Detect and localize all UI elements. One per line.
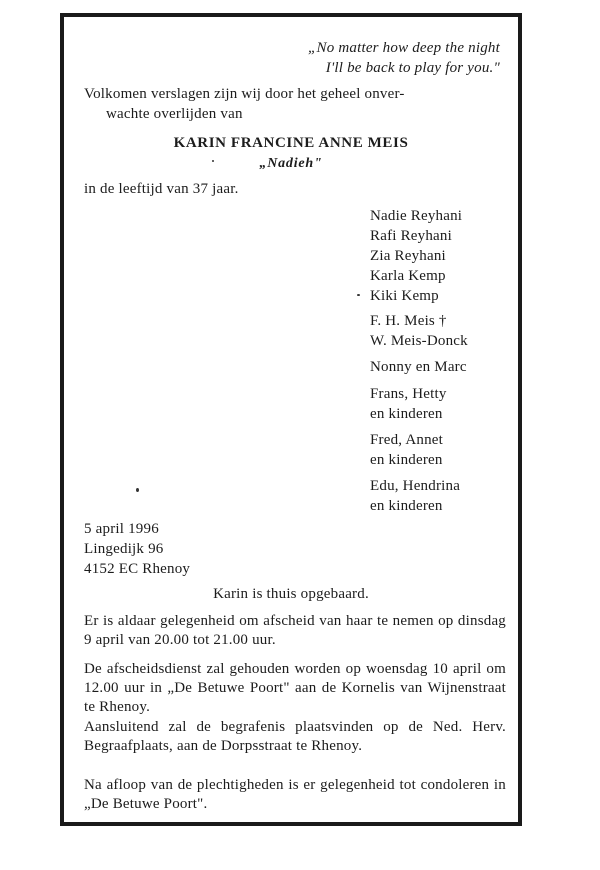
condolence-paragraph: Na afloop van de plechtigheden is er gelegenheid tot condoleren in „De Betuwe Poort". (84, 777, 506, 812)
deceased-name: KARIN FRANCINE ANNE MEIS (173, 135, 409, 151)
family-member: Zia Reyhani (370, 248, 446, 264)
lying-in-state: Karin is thuis opgebaard. (213, 586, 369, 602)
visitation-paragraph: Er is aldaar gelegenheid om afscheid van haar te nemen op dinsdag 9 april van 20.00 tot 21.00 uur. (84, 613, 506, 648)
family-member: Karla Kemp (370, 268, 446, 284)
family-member: Frans, Hetty (370, 386, 447, 402)
family-member: Nadie Reyhani (370, 208, 463, 224)
family-member: Edu, Hendrina (370, 478, 461, 494)
print-speck (357, 294, 360, 296)
deceased-nickname: „Nadieh" (259, 156, 323, 171)
family-member: en kinderen (370, 406, 443, 422)
family-member: Kiki Kemp (370, 288, 439, 304)
address-city: 4152 EC Rhenoy (84, 561, 191, 577)
age-line: in de leeftijd van 37 jaar. (84, 181, 239, 197)
family-member: en kinderen (370, 498, 443, 514)
service-paragraph: De afscheidsdienst zal gehouden worden op woensdag 10 april om 12.00 uur in „De Betuwe Poort" aan de Kornelis van Wijnenstraat te Rhenoy. (84, 661, 506, 715)
quote-line-1: „No matter how deep the night (307, 40, 500, 56)
funeral-card (60, 13, 522, 826)
burial-paragraph: Aansluitend zal de begrafenis plaatsvinden op de Ned. Herv. Begraafplaats, aan de Dorpsstraat te Rhenoy. (84, 719, 506, 754)
family-member: en kinderen (370, 452, 443, 468)
intro-line-1: Volkomen verslagen zijn wij door het geheel onver- (84, 86, 405, 102)
print-speck (212, 160, 214, 162)
family-member: Rafi Reyhani (370, 228, 452, 244)
intro-line-2: wachte overlijden van (106, 106, 243, 122)
print-speck (136, 488, 139, 492)
family-member: F. H. Meis † (370, 313, 447, 329)
family-member: Fred, Annet (370, 432, 444, 448)
address-date: 5 april 1996 (84, 521, 159, 537)
quote-line-2: I'll be back to play for you." (325, 60, 500, 76)
family-member: Nonny en Marc (370, 359, 467, 375)
family-member: W. Meis-Donck (370, 333, 468, 349)
address-street: Lingedijk 96 (84, 541, 164, 557)
